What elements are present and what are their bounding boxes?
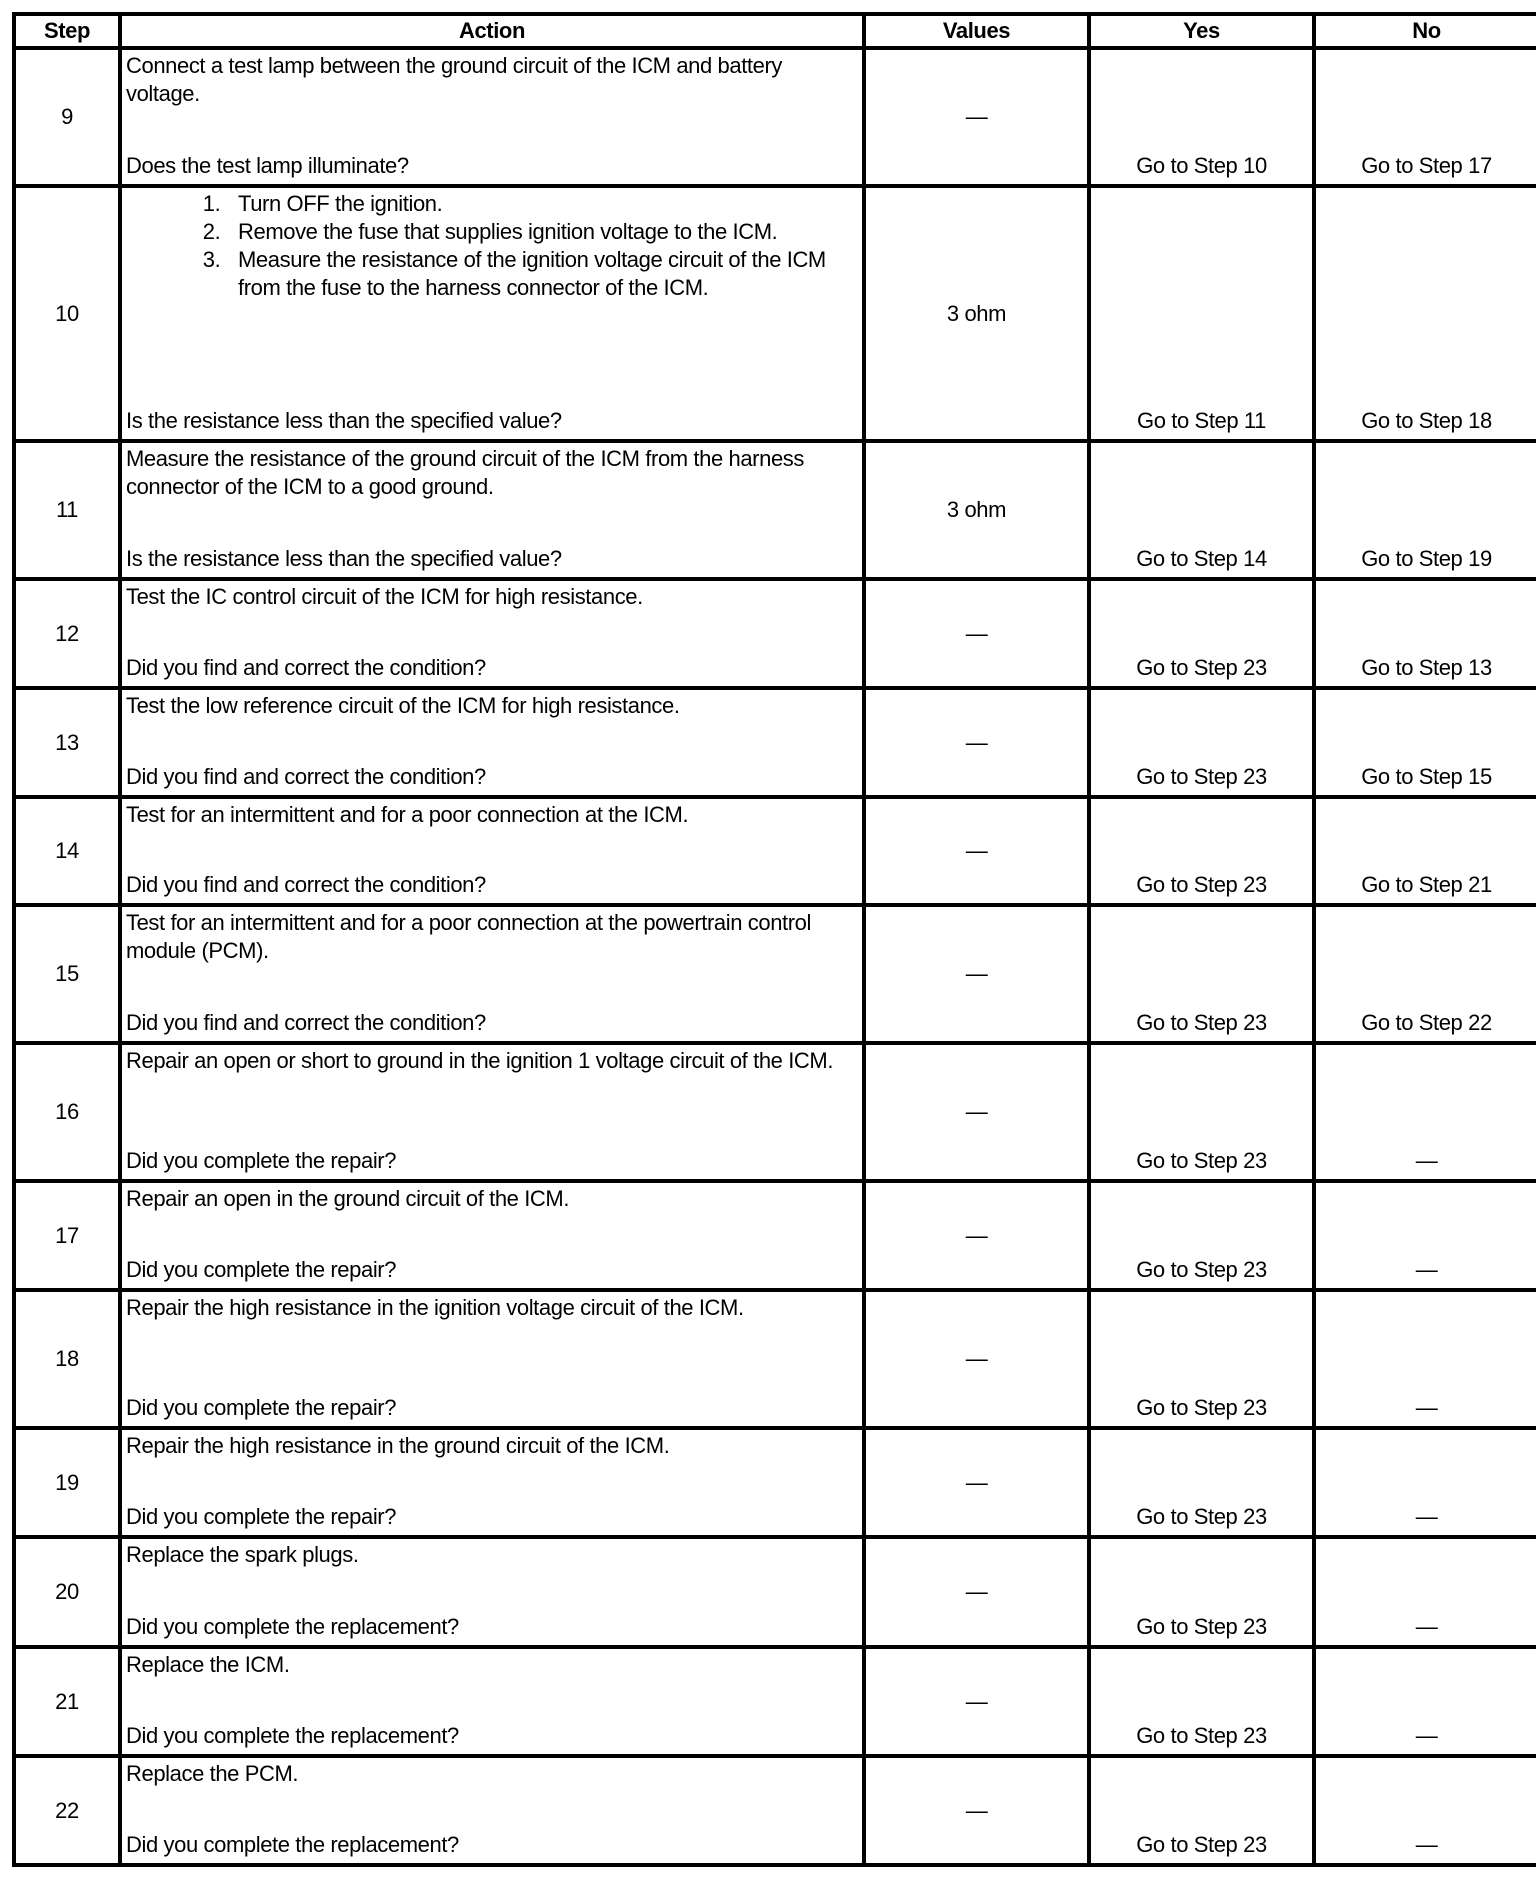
value-cell: — xyxy=(864,1756,1089,1865)
value-cell: — xyxy=(864,1290,1089,1428)
table-row xyxy=(14,688,1536,797)
yes-result: Go to Step 23 xyxy=(1089,1043,1314,1181)
step-number: 14 xyxy=(14,797,120,905)
step-number: 10 xyxy=(14,186,120,441)
action-text: Replace the ICM. xyxy=(126,1652,290,1677)
action-cell xyxy=(120,1181,864,1290)
action-step: 1. Turn OFF the ignition. xyxy=(226,190,858,218)
step-number: 16 xyxy=(14,1043,120,1181)
header-row xyxy=(14,14,1536,48)
step-number: 17 xyxy=(14,1181,120,1290)
no-result: Go to Step 15 xyxy=(1314,688,1536,797)
table-row xyxy=(14,48,1536,186)
action-content xyxy=(126,1047,858,1175)
action-text: Test the low reference circuit of the ICM for high resistance. xyxy=(126,693,680,718)
no-result: Go to Step 21 xyxy=(1314,797,1536,905)
action-cell xyxy=(120,186,864,441)
action-cell xyxy=(120,579,864,688)
action-content xyxy=(126,1294,858,1422)
table-row xyxy=(14,1428,1536,1537)
yes-result: Go to Step 23 xyxy=(1089,905,1314,1043)
table-row xyxy=(14,1043,1536,1181)
value-cell: — xyxy=(864,1428,1089,1537)
step-number: 19 xyxy=(14,1428,120,1537)
no-result: Go to Step 18 xyxy=(1314,186,1536,441)
value-cell: — xyxy=(864,1537,1089,1647)
no-result: — xyxy=(1314,1181,1536,1290)
action-question: Did you complete the replacement? xyxy=(126,1723,459,1748)
action-text: Repair the high resistance in the ground circuit of the ICM. xyxy=(126,1433,670,1458)
yes-result: Go to Step 23 xyxy=(1089,797,1314,905)
action-cell xyxy=(120,441,864,579)
table-row xyxy=(14,1290,1536,1428)
action-text: Test for an intermittent and for a poor connection at the ICM. xyxy=(126,802,689,827)
action-cell xyxy=(120,1647,864,1756)
action-cell xyxy=(120,1428,864,1537)
table-row xyxy=(14,186,1536,441)
action-question: Did you complete the repair? xyxy=(126,1148,397,1173)
action-cell xyxy=(120,1756,864,1865)
action-content xyxy=(126,692,858,791)
action-cell xyxy=(120,905,864,1043)
action-text: Repair the high resistance in the ignition voltage circuit of the ICM. xyxy=(126,1295,744,1320)
yes-result: Go to Step 23 xyxy=(1089,1428,1314,1537)
action-content xyxy=(126,190,858,435)
action-text: Test the IC control circuit of the ICM for high resistance. xyxy=(126,584,643,609)
action-content xyxy=(126,1651,858,1750)
action-question: Did you complete the repair? xyxy=(126,1257,397,1282)
table-row xyxy=(14,1181,1536,1290)
table-row xyxy=(14,441,1536,579)
yes-result: Go to Step 23 xyxy=(1089,1290,1314,1428)
action-cell xyxy=(120,48,864,186)
action-cell xyxy=(120,1290,864,1428)
value-cell: — xyxy=(864,48,1089,186)
action-steps-list xyxy=(126,190,858,302)
no-result: — xyxy=(1314,1290,1536,1428)
yes-result: Go to Step 23 xyxy=(1089,688,1314,797)
value-cell: 3 ohm xyxy=(864,186,1089,441)
no-result: — xyxy=(1314,1756,1536,1865)
header-values: Values xyxy=(864,14,1089,48)
table-row xyxy=(14,1537,1536,1647)
action-question: Did you find and correct the condition? xyxy=(126,764,486,789)
value-cell: — xyxy=(864,579,1089,688)
value-cell: — xyxy=(864,905,1089,1043)
action-text: Connect a test lamp between the ground circuit of the ICM and battery voltage. xyxy=(126,53,783,106)
value-cell: — xyxy=(864,1647,1089,1756)
no-result: — xyxy=(1314,1043,1536,1181)
action-cell xyxy=(120,688,864,797)
diagnostic-table xyxy=(12,12,1536,1867)
action-question: Did you complete the repair? xyxy=(126,1395,397,1420)
action-question: Does the test lamp illuminate? xyxy=(126,153,409,178)
no-result: — xyxy=(1314,1647,1536,1756)
action-content xyxy=(126,1541,858,1641)
action-content xyxy=(126,1432,858,1531)
step-number: 12 xyxy=(14,579,120,688)
action-content xyxy=(126,445,858,573)
action-text: Replace the spark plugs. xyxy=(126,1542,359,1567)
step-number: 21 xyxy=(14,1647,120,1756)
action-question: Is the resistance less than the specified value? xyxy=(126,408,562,433)
action-cell xyxy=(120,1537,864,1647)
action-content xyxy=(126,801,858,899)
action-content xyxy=(126,52,858,180)
table-row xyxy=(14,1756,1536,1865)
value-cell: 3 ohm xyxy=(864,441,1089,579)
yes-result: Go to Step 10 xyxy=(1089,48,1314,186)
value-cell: — xyxy=(864,1181,1089,1290)
step-number: 13 xyxy=(14,688,120,797)
yes-result: Go to Step 23 xyxy=(1089,1537,1314,1647)
action-text: Repair an open in the ground circuit of the ICM. xyxy=(126,1186,570,1211)
header-yes: Yes xyxy=(1089,14,1314,48)
action-text: Repair an open or short to ground in the ignition 1 voltage circuit of the ICM. xyxy=(126,1048,834,1073)
action-step: 2. Remove the fuse that supplies ignition voltage to the ICM. xyxy=(226,218,858,246)
value-cell: — xyxy=(864,797,1089,905)
action-step: 3. Measure the resistance of the ignition voltage circuit of the ICM from the fuse to the harness connector of the ICM. xyxy=(226,246,858,302)
yes-result: Go to Step 11 xyxy=(1089,186,1314,441)
step-number: 9 xyxy=(14,48,120,186)
table-row xyxy=(14,905,1536,1043)
header-action: Action xyxy=(120,14,864,48)
no-result: Go to Step 22 xyxy=(1314,905,1536,1043)
action-question: Is the resistance less than the specified value? xyxy=(126,546,562,571)
action-content xyxy=(126,1760,858,1859)
action-cell xyxy=(120,797,864,905)
value-cell: — xyxy=(864,688,1089,797)
action-question: Did you find and correct the condition? xyxy=(126,872,486,897)
no-result: Go to Step 13 xyxy=(1314,579,1536,688)
action-content xyxy=(126,1185,858,1284)
action-content xyxy=(126,909,858,1037)
table-row xyxy=(14,579,1536,688)
action-question: Did you find and correct the condition? xyxy=(126,655,486,680)
action-text: Replace the PCM. xyxy=(126,1761,299,1786)
table-row xyxy=(14,797,1536,905)
yes-result: Go to Step 23 xyxy=(1089,1647,1314,1756)
yes-result: Go to Step 23 xyxy=(1089,579,1314,688)
no-result: — xyxy=(1314,1428,1536,1537)
step-number: 20 xyxy=(14,1537,120,1647)
yes-result: Go to Step 14 xyxy=(1089,441,1314,579)
action-question: Did you complete the replacement? xyxy=(126,1832,459,1857)
action-question: Did you complete the replacement? xyxy=(126,1614,459,1639)
yes-result: Go to Step 23 xyxy=(1089,1181,1314,1290)
step-number: 11 xyxy=(14,441,120,579)
action-question: Did you find and correct the condition? xyxy=(126,1010,486,1035)
action-cell xyxy=(120,1043,864,1181)
action-question: Did you complete the repair? xyxy=(126,1504,397,1529)
header-step: Step xyxy=(14,14,120,48)
action-text: Measure the resistance of the ground circuit of the ICM from the harness connector of the ICM to a good ground. xyxy=(126,446,804,499)
header-no: No xyxy=(1314,14,1536,48)
action-content xyxy=(126,583,858,682)
yes-result: Go to Step 23 xyxy=(1089,1756,1314,1865)
no-result: — xyxy=(1314,1537,1536,1647)
action-text: Test for an intermittent and for a poor connection at the powertrain control module (PCM). xyxy=(126,910,811,963)
value-cell: — xyxy=(864,1043,1089,1181)
step-number: 18 xyxy=(14,1290,120,1428)
no-result: Go to Step 19 xyxy=(1314,441,1536,579)
table-row xyxy=(14,1647,1536,1756)
step-number: 15 xyxy=(14,905,120,1043)
no-result: Go to Step 17 xyxy=(1314,48,1536,186)
step-number: 22 xyxy=(14,1756,120,1865)
